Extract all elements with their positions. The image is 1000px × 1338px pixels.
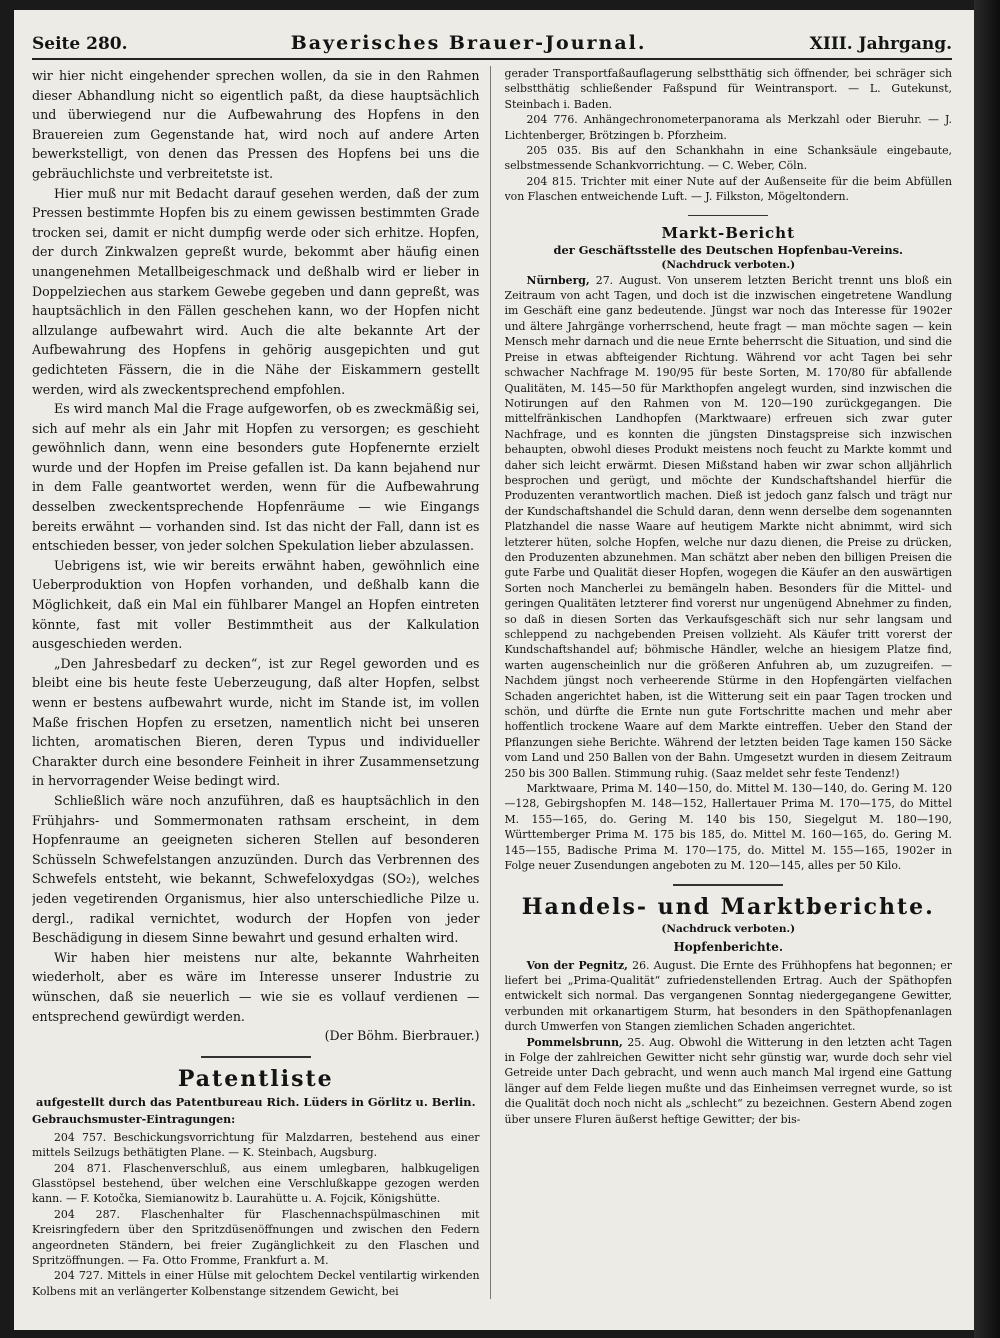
- book-spine-shadow: [974, 0, 1000, 1338]
- article-paragraph: Schließlich wäre noch anzuführen, daß es hauptsächlich in den Frühjahrs- und Sommermonaten rathsam erscheint, in dem Hopfenraume an geeigneten sicheren Stellen auf besonderen Schüsseln Schwefelstangen anzuzünden. Durch das Verbrennen des Schwefels entsteht, wie bekannt, Schwefeloxydgas (SO₂), welches jeden vegetirenden Organismus, hier also unterschiedliche Pilze u. dergl., radikal vernichtet, wodurch der Hopfen von jeder Beschädigung in diesem Sinne bewahrt und gesund erhalten wird.: [32, 792, 480, 946]
- patent-entry: gerader Transportfaßauflagerung selbstthätig sich öffnender, bei schräger sich selbstthätig schließender Faßspund für Weintransport. — L. Gutekunst, Steinbach i. Baden.: [504, 67, 952, 111]
- volume-label: XIII. Jahrgang.: [809, 34, 952, 54]
- patent-entry: 205 035. Bis auf den Schankhahn in eine Schanksäule eingebaute, selbstmessende Schankvorrichtung. — C. Weber, Cöln.: [504, 144, 952, 173]
- two-column-layout: [32, 66, 952, 1299]
- article-paragraph: Uebrigens ist, wie wir bereits erwähnt haben, gewöhnlich eine Ueberproduktion von Hopfen vorhanden, und deßhalb kann die Möglichkeit, daß ein Mal ein fühlbarer Mangel an Hopfen eintreten könnte, fast mit voller Bestimmtheit aus der Kalkulation ausgeschieden werden.: [32, 557, 480, 652]
- patent-entries: [32, 1130, 480, 1299]
- patent-entry: 204 871. Flaschenverschluß, aus einem umlegbaren, halbkugeligen Glasstöpsel bestehend, über welchen eine Verschlußkappe gezogen werden kann. — F. Kotočka, Siemianowitz b. Laurahütte u. A. Fojcik, Königshütte.: [32, 1161, 480, 1206]
- market-report-body: [505, 273, 953, 874]
- market-report-subtitle: der Geschäftsstelle des Deutschen Hopfenbau-Vereins.: [553, 242, 903, 257]
- journal-title: Bayerisches Brauer-Journal.: [290, 32, 647, 54]
- article-paragraph: „Den Jahresbedarf zu decken“, ist zur Regel geworden und es bleibt eine bis heute feste Ueberzeugung, daß alter Hopfen, selbst wenn er bestens aufbewahrt wurde, nicht im Stande ist, im vollen Maße frischen Hopfen zu ersetzen, namentlich nicht bei unseren lichten, aromatischen Bieren, deren Typus und individueller Charakter durch eine besondere Feinheit in ihrer Zusammensetzung in hervorragender Weise bedingt wird.: [32, 655, 480, 789]
- article-source: (Der Böhm. Bierbrauer.): [324, 1028, 480, 1044]
- patent-entries-continued: [505, 66, 953, 205]
- article-paragraph: wir hier nicht eingehender sprechen wollen, da sie in den Rahmen dieser Abhandlung nicht so eigentlich paßt, da diese hauptsächlich und überwiegend nur die Aufbewahrung des Hopfens in den Brauereien zum Gegenstande hat, wird noch auf andere Arten bewerkstelligt, von denen das Pressen des Hopfens bei uns die gebräuchlichste und verbreitetste ist.: [32, 68, 480, 181]
- section-divider: [201, 1056, 311, 1058]
- section-divider: [673, 884, 783, 886]
- right-column: [505, 66, 953, 1299]
- hop-report-entry: [505, 1035, 953, 1127]
- report-text: 25. Aug. Obwohl die Witterung in den letzten acht Tagen in Folge der zahlreichen Gewitter nicht sehr günstig war, wurde doch sehr viel Getreide unter Dach gebracht, und wenn auch manch Mal irgend eine Gattung länger auf dem Felde liegen mußte und das Einheimsen verregnet wurde, so ist die Qualität doch noch nicht als „schlecht“ zu bezeichnen. Gestern Abend zogen über unsere Fluren äußerst heftige Gewitter; der bis-: [504, 1035, 952, 1126]
- patent-entry: 204 287. Flaschenhalter für Flaschennachspülmaschinen mit Kreisringfedern über den Spritzdüsenöffnungen und zwischen den Federn angeordneten Ständern, bei freier Zugänglichkeit zu den Flaschen und Spritzöffnungen. — Fa. Otto Fromme, Frankfurt a. M.: [32, 1207, 480, 1267]
- patent-list-title: Patentliste: [177, 1065, 334, 1092]
- market-report-title: Markt-Bericht: [661, 223, 796, 242]
- hop-reports-body: [505, 958, 953, 1127]
- newspaper-page: [14, 10, 974, 1330]
- patent-entry: 204 776. Anhängechronometerpanorama als Merkzahl oder Bieruhr. — J. Lichtenberger, Brötzingen b. Pforzheim.: [504, 113, 952, 142]
- trade-reports-title: Handels- und Marktberichte.: [521, 893, 935, 920]
- market-price-list: Marktwaare, Prima M. 140—150, do. Mittel M. 130—140, do. Gering M. 120—128, Gebirgshopfen M. 148—152, Hallertauer Prima M. 170—175, do Mittel M. 155—165, do. Gering M. 140 bis 150, Siegelgut M. 180—190, Württemberger Prima M. 175 bis 185, do. Mittel M. 160—165, do. Gering M. 145—155, Badische Prima M. 170—175, do. Mittel M. 155—165, 1902er in Folge neuer Zusendungen angeboten zu M. 120—145, alles per 50 Kilo.: [504, 782, 952, 873]
- left-column: [32, 66, 491, 1299]
- reprint-notice: (Nachdruck verboten.): [661, 922, 796, 935]
- page-number: Seite 280.: [32, 34, 128, 54]
- report-location: Von der Pegnitz,: [526, 958, 628, 972]
- article-paragraph: Wir haben hier meistens nur alte, bekannte Wahrheiten wiederholt, aber es wäre im Interesse unserer Industrie zu wünschen, daß sie neuerlich — wie sie es vollauf verdienen — entsprechend gewürdigt werden.: [32, 949, 480, 1024]
- report-location: Nürnberg,: [526, 273, 590, 287]
- patent-entry: 204 757. Beschickungsvorrichtung für Malzdarren, bestehend aus einer mittels Seilzugs bethätigten Plane. — K. Steinbach, Augsburg.: [32, 1130, 480, 1160]
- reprint-notice: (Nachdruck verboten.): [661, 258, 796, 271]
- hop-report-entry: [505, 958, 953, 1035]
- article-paragraph: Hier muß nur mit Bedacht darauf gesehen werden, daß der zum Pressen bestimmte Hopfen bis zu einem gewissen bestimmten Grade trocken sei, damit er nicht dumpfig werde oder sich erhitze. Hopfen, der durch Zinkwalzen gepreßt wurde, bekommt aber häufig einen unangenehmen Metallbeigeschmack und deßhalb wird er lieber in Doppelziechen aus starkem Gewebe gegeben und dann gepreßt, was hauptsächlich in den Fällen geschehen kann, wo der Hopfen nicht allzulange aufbewahrt wird. Auch die alte bekannte Art der Aufbewahrung des Hopfens in gehörig ausgepichten und gut gedichteten Fässern, die in die Nähe der Eiskammern gestellt werden, wird als zweckentsprechend empfohlen.: [32, 185, 480, 397]
- hop-reports-heading: Hopfenberichte.: [673, 939, 784, 954]
- patent-section-heading: Gebrauchsmuster-Eintragungen:: [32, 1112, 236, 1126]
- report-text: 26. August. Die Ernte des Frühhopfens hat begonnen; er liefert bei „Prima-Qualität“ zufriedenstellenden Ertrag. Auch der Späthopfen entwickelt sich normal. Das vergangenen Sonntag niedergegangene Gewitter, verbunden mit orkanartigem Sturm, hat besonders in den Späthopfenanlagen durch Umwerfen von Stangen ziemlichen Schaden angerichtet.: [504, 958, 952, 1034]
- article-hop-storage: [32, 66, 480, 1046]
- patent-list-subtitle: aufgestellt durch das Patentbureau Rich. Lüders in Görlitz u. Berlin.: [35, 1094, 476, 1109]
- report-location: Pommelsbrunn,: [526, 1035, 623, 1049]
- patent-entry: 204 815. Trichter mit einer Nute auf der Außenseite für die beim Abfüllen von Flaschen entweichende Luft. — J. Filkston, Mögeltondern.: [504, 174, 952, 204]
- report-text: 27. August. Von unserem letzten Bericht trennt uns bloß ein Zeitraum von acht Tagen, und doch ist die inzwischen eingetretene Wandlung im Geschäft eine ganz bedeutende. Jüngst war noch das Interesse für 1902er und ältere Jahrgänge vorherrschend, heute fragt — man möchte sagen — kein Mensch mehr darnach und die neue Ernte beherrscht die Situation, und sind die Preise in etwas abfteigender Richtung. Während vor acht Tagen bei sehr schwacher Nachfrage M. 190/95 für beste Sorten, M. 170/80 für abfallende Qualitäten, M. 145—50 für Markthopfen angelegt wurden, sind inzwischen die Notirungen auf den Rahmen von M. 120—190 zurückgegangen. Die mittelfränkischen Landhopfen (Marktwaare) erfreuen sich zwar guter Nachfrage, und es konnten die jüngsten Dinstagspreise sich inzwischen behaupten, obwohl dieses Produkt meistens noch feucht zu Markte kommt und daher sich leicht erwärmt. Diesen Mißstand haben wir zwar schon alljährlich besprochen und gerügt, und möchte der Kundschaftshandel hierfür die Produzenten verantwortlich machen. Dieß ist jedoch ganz falsch und trägt nur der Kundschaftshandel die Schuld daran, denn wenn derselbe dem sogenannten Platzhandel die nasse Waare auf heutigem Markte nicht abnimmt, wird sich letzterer hüten, solche Hopfen, welche nur dazu dienen, die Preise zu drücken, den Produzenten abzunehmen. Man schätzt aber neben den billigen Preisen die gute Farbe und Qualität dieser Hopfen, wogegen die Käufer an den auswärtigen Sorten noch Mancherlei zu bemängeln haben. Besonders für die Mittel- und geringen Qualitäten letzterer find vorerst nur ungenügend Abnehmer zu finden, so daß in diesen Sorten das Verkaufsgeschäft sich nur sehr langsam und schleppend zu nachgebenden Preisen vollzieht. Als Käufer tritt vorerst der Kundschaftshandel auf; böhmische Händler, welche an hiesigem Platze find, warten augenscheinlich nur die größeren Anfuhren ab, um zuzugreifen. — Nachdem jüngst noch verheerende Stürme in den Hopfengärten vielfachen Schaden angerichtet haben, ist die Witterung seit ein paar Tagen trocken und schön, und dürfte die Ernte nun gute Fortschritte machen und mehr aber hoffentlich trockene Waare auf dem Markte eintreffen. Ueber den Stand der Pflanzungen siehe Berichte. Während der letzten beiden Tage kamen 150 Säcke vom Land und 250 Ballen von der Bahn. Umgesetzt wurden in diesem Zeitraum 250 bis 300 Ballen. Stimmung ruhig. (Saaz meldet sehr feste Tendenz!): [504, 273, 952, 780]
- article-paragraph: Es wird manch Mal die Frage aufgeworfen, ob es zweckmäßig sei, sich auf mehr als ein Jahr mit Hopfen zu versorgen; es geschieht gewöhnlich dann, wenn eine besonders gute Hopfenernte erzielt wurde und der Hopfen im Preise gefallen ist. Da kann bejahend nur in dem Falle geantwortet werden, wenn für die Aufbewahrung desselben zweckentsprechende Hopfenräume — wie Eingangs bereits erwähnt — vorhanden sind. Ist das nicht der Fall, dann ist es entschieden besser, von jeder solchen Spekulation lieber abzulassen.: [32, 401, 480, 554]
- patent-entry: 204 727. Mittels in einer Hülse mit gelochtem Deckel ventilartig wirkenden Kolbens mit an verlängerter Kolbenstange sitzendem Gewicht, bei: [32, 1269, 480, 1298]
- section-divider: [688, 215, 768, 216]
- page-header: [32, 32, 952, 60]
- market-report-paragraph: [505, 273, 953, 781]
